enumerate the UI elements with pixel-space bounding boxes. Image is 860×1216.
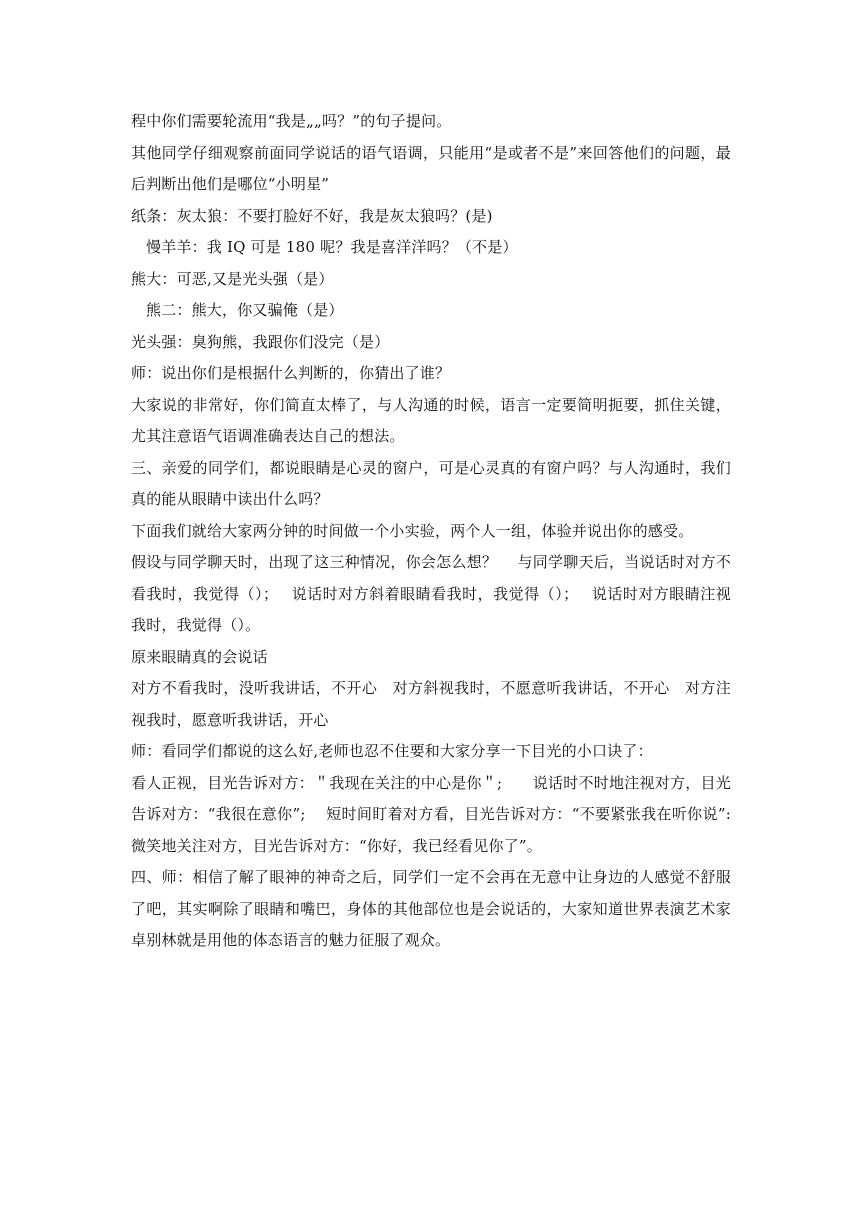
paragraph-gaze-tips: 看人正视，目光告诉对方：＂我现在关注的中心是你＂; 说话时不时地注视对方，目光告诉对方：“我很在意你”; 短时间盯着对方看，目光告诉对方：“不要紧张我在听你说”: 微笑地关注对方，目光告诉对方：“你好，我已经看见你了”。 (131, 773, 752, 855)
paragraph-teacher-question: 师：说出你们是根据什么判断的，你猜出了谁？ (131, 364, 451, 382)
document-body (131, 106, 752, 957)
paragraph-scenarios: 假设与同学聊天时，出现了这三种情况，你会怎么想？ 与同学聊天后，当说话时对方不看我时，我觉得（）； 说话时对方斜着眼睛看我时，我觉得（）； 说话时对方眼睛注视我时，我觉得（）。 (131, 553, 731, 634)
paragraph-note-manyangyang: 慢羊羊：我 IQ 可是 180 呢？我是喜洋洋吗？（不是） (146, 238, 518, 256)
paragraph-praise: 大家说的非常好，你们简直太棒了，与人沟通的时候，语言一定要简明扼要，抓住关键，尤其注意语气语调准确表达自己的想法。 (131, 395, 731, 445)
paragraph-eye-results: 对方不看我时，没听我讲话，不开心 对方斜视我时，不愿意听我讲话，不开心 对方注视我时，愿意听我讲话，开心 (131, 679, 731, 729)
paragraph-note-xiongda: 熊大：可恶,又是光头强（是） (131, 269, 334, 288)
paragraph-note-xionger: 熊二：熊大，你又骗俺（是） (146, 301, 344, 319)
paragraph-section-four: 四、师：相信了解了眼神的神奇之后，同学们一定不会再在无意中让身边的人感觉不舒服了吧，其实啊除了眼睛和嘴巴，身体的其他部位也是会说话的，大家知道世界表演艺术家卓别林就是用他的体态语言的魅力征服了观众。 (131, 868, 731, 949)
paragraph-teacher-share: 师：看同学们都说的这么好,老师也忍不住要和大家分享一下目光的小口诀了： (131, 742, 653, 760)
paragraph-section-three: 三、亲爱的同学们，都说眼睛是心灵的窗户，可是心灵真的有窗户吗？与人沟通时，我们真的能从眼睛中读出什么吗？ (131, 458, 731, 508)
paragraph-note-guangtouqiang: 光头强：臭狗熊，我跟你们没完（是） (131, 332, 390, 351)
paragraph-note-huitailang: 纸条：灰太狼：不要打脸好不好，我是灰太狼吗？(是) (131, 206, 493, 225)
paragraph-experiment: 下面我们就给大家两分钟的时间做一个小实验，两个人一组，体验并说出你的感受。 (131, 521, 694, 540)
paragraph-eyes-speak: 原来眼睛真的会说话 (131, 647, 268, 666)
paragraph-answer-rule: 其他同学仔细观察前面同学说话的语气语调，只能用“是或者不是”来回答他们的问题，最后判断出他们是哪位“小明星” (131, 143, 731, 193)
paragraph-question-instruction: 程中你们需要轮流用“我是„„吗？”的句子提问。 (131, 112, 452, 130)
